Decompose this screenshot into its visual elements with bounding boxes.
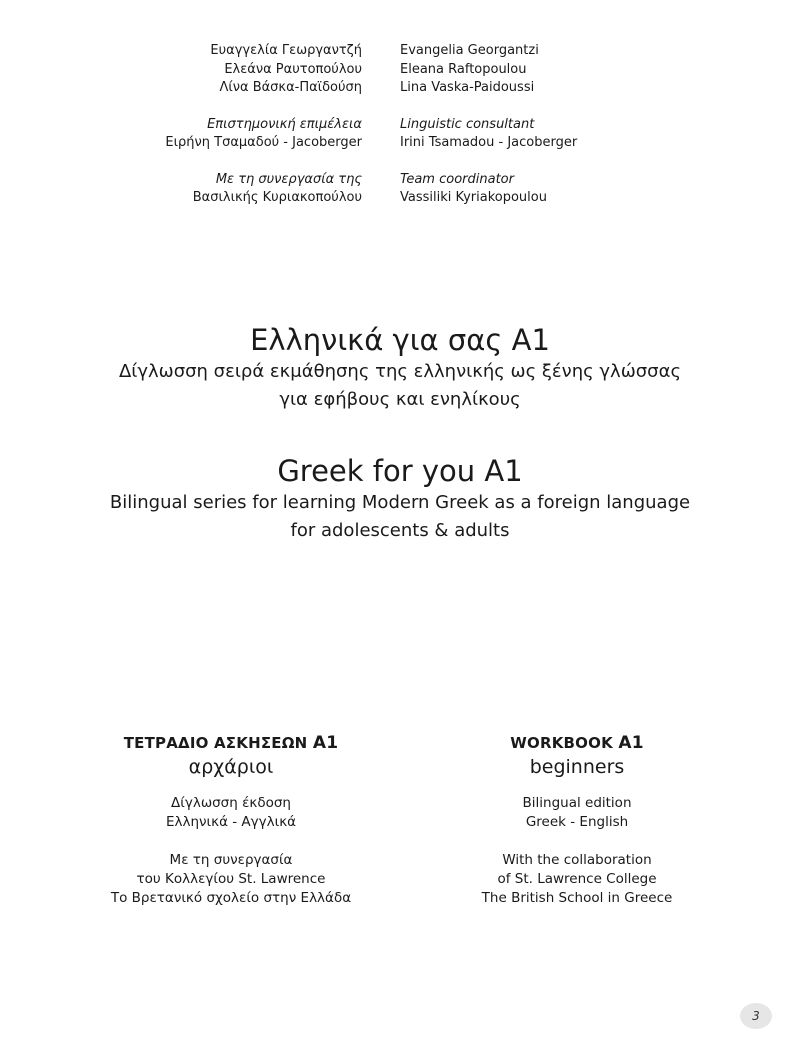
workbook-english-collab-1: With the collaboration (502, 852, 652, 868)
credits-section (0, 42, 800, 226)
workbook-greek-title (81, 732, 381, 754)
author-greek-name: Λίνα Βάσκα-Παϊδούση (219, 80, 362, 95)
page-number: 3 (740, 1003, 772, 1029)
workbook-english-edition-2: Greek - English (525, 814, 629, 830)
spacer (81, 832, 381, 851)
author-greek-name: Ευαγγελία Γεωργαντζή (210, 43, 362, 58)
author-greek-name: Ελεάνα Ραυτοπούλου (224, 61, 362, 77)
workbook-greek-edition-1: Δίγλωσση έκδοση (171, 795, 291, 811)
english-subtitle-line-1: Bilingual series for learning Modern Greek as a foreign language (109, 492, 691, 513)
consultant-greek-name: Ειρήνη Τσαμαδού - Jacoberger (165, 135, 362, 150)
coordinator-english-name: Vassiliki Kyriakopoulou (400, 190, 547, 205)
consultant-greek-role: Επιστημονική επιμέλεια (207, 116, 362, 132)
author-english-name: Evangelia Georgantzi (400, 43, 539, 58)
author-english-name: Lina Vaska-Paidoussi (400, 80, 535, 95)
english-subtitle-line-2: for adolescents & adults (290, 520, 510, 541)
consultant-english (382, 116, 800, 153)
coordinator-english-role: Team coordinator (400, 171, 514, 187)
workbook-english-level: beginners (529, 756, 625, 778)
author-english-name: Eleana Raftopoulou (400, 61, 527, 77)
english-book-title: Greek for you A1 (277, 454, 523, 488)
workbook-greek-collab-2: του Κολλεγίου St. Lawrence (136, 871, 326, 887)
workbook-greek-title-text: ΤΕΤΡΑΔΙΟ ΑΣΚΗΣΕΩΝ (123, 734, 308, 752)
consultant-english-role: Linguistic consultant (400, 116, 535, 132)
coordinator-block (0, 171, 800, 208)
coordinator-greek-role: Με τη συνεργασία της (215, 171, 362, 187)
workbook-greek-edition-2: Ελληνικά - Αγγλικά (165, 814, 297, 830)
english-title-block (0, 453, 800, 545)
greek-subtitle-line-1: Δίγλωσση σειρά εκμάθησης της ελληνικής ως ξένης γλώσσας (118, 361, 682, 382)
greek-subtitle-line-2: για εφήβους και ενηλίκους (279, 389, 521, 410)
consultant-english-name: Irini Tsamadou - Jacoberger (400, 135, 578, 150)
workbook-greek-collab-3: Το Βρετανικό σχολείο στην Ελλάδα (110, 890, 352, 906)
spacer (427, 832, 727, 851)
workbook-greek-column (81, 732, 381, 908)
workbook-greek-level: αρχάριοι (188, 756, 274, 778)
workbook-english-title-level: A1 (618, 733, 644, 753)
workbook-greek-title-level: Α1 (312, 733, 339, 753)
consultant-greek (0, 116, 382, 153)
consultant-block (0, 116, 800, 153)
coordinator-greek-name: Βασιλικής Κυριακοπούλου (192, 190, 362, 205)
workbook-english-edition-1: Bilingual edition (522, 795, 632, 811)
coordinator-greek (0, 171, 382, 208)
workbook-english-title (427, 732, 727, 754)
workbook-english-column (427, 732, 727, 908)
authors-block (0, 42, 800, 98)
greek-book-title: Ελληνικά για σας Α1 (250, 323, 550, 357)
workbook-greek-collab-1: Με τη συνεργασία (169, 852, 293, 868)
workbook-english-title-text: WORKBOOK (510, 734, 613, 752)
authors-english (382, 42, 800, 98)
workbook-english-collab-2: of St. Lawrence College (497, 871, 657, 887)
coordinator-english (382, 171, 800, 208)
greek-title-block (0, 322, 800, 414)
authors-greek (0, 42, 382, 98)
workbook-english-collab-3: The British School in Greece (481, 890, 673, 906)
